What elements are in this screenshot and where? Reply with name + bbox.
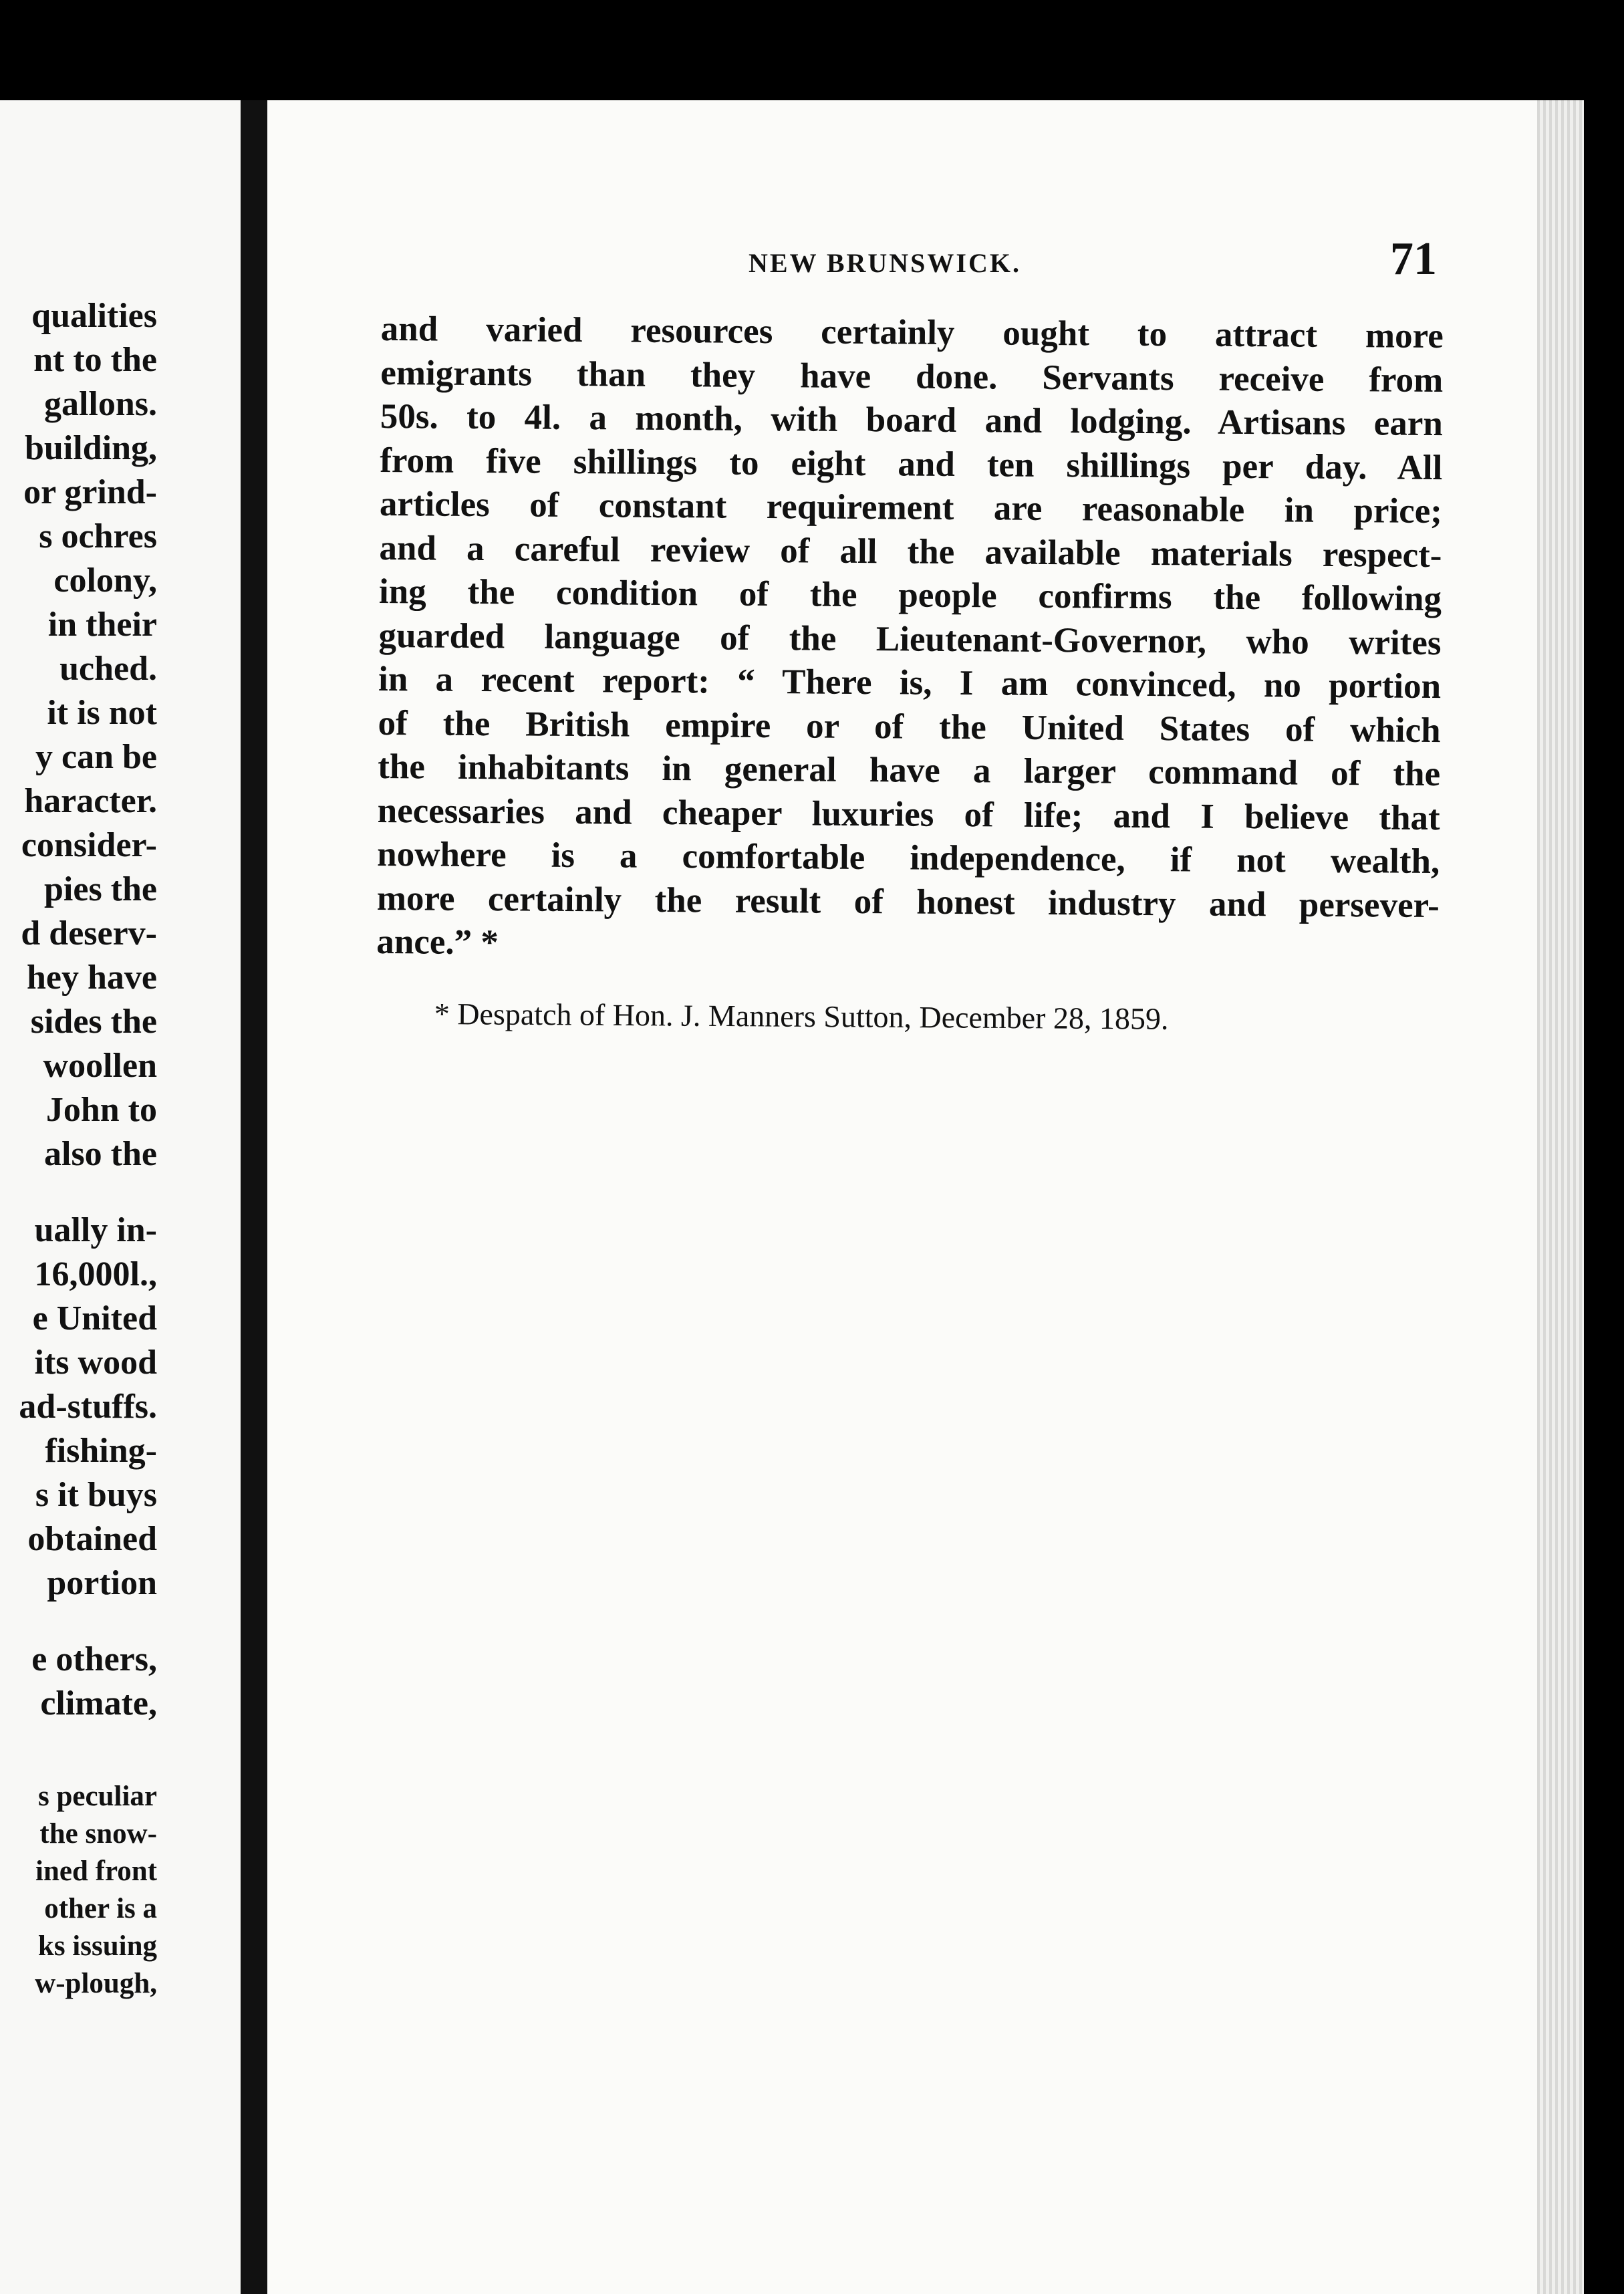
left-page-line: s it buys	[35, 1476, 157, 1514]
left-page-line: climate,	[40, 1684, 157, 1723]
left-page-line: haracter.	[24, 782, 157, 820]
paragraph-line: nowhere is a comfortable independence, if not wealth,	[377, 834, 1440, 882]
paragraph-line: and a careful review of all the available materials respect-	[379, 528, 1442, 575]
left-page-line: e others,	[31, 1640, 157, 1678]
paragraph-line: guarded language of the Lieutenant-Governor, who writes	[378, 616, 1442, 662]
left-page-line: portion	[47, 1564, 157, 1602]
left-page-line: ually in-	[34, 1211, 157, 1249]
left-page-line: e United	[32, 1299, 157, 1337]
left-page-line: s ochres	[39, 517, 157, 555]
book-gutter	[241, 100, 267, 2294]
left-page-line: qualities	[31, 297, 157, 335]
left-page-small-line: ined front	[35, 1856, 157, 1887]
left-page-line: also the	[44, 1135, 157, 1173]
left-page	[0, 100, 241, 2294]
page-number: 71	[1390, 233, 1437, 285]
left-page-line: building,	[24, 429, 157, 467]
paragraph-line: and varied resources certainly ought to attract more	[380, 309, 1444, 356]
left-page-line: y can be	[35, 738, 157, 776]
left-page-small-line: w-plough,	[35, 1968, 157, 1999]
left-page-line: colony,	[53, 561, 157, 600]
left-page-small-line: s peculiar	[38, 1781, 157, 1812]
left-page-line: fishing-	[45, 1432, 157, 1470]
left-page-line: its wood	[34, 1344, 157, 1382]
body-paragraph	[376, 307, 1444, 972]
left-page-line: consider-	[21, 826, 157, 864]
left-page-line: hey have	[27, 959, 157, 997]
left-page-line: or grind-	[23, 473, 157, 511]
left-page-line: gallons.	[43, 385, 157, 423]
left-page-line: in their	[47, 606, 157, 644]
left-page-small-line: ks issuing	[37, 1930, 157, 1962]
left-page-line: woollen	[43, 1047, 157, 1085]
left-page-small-line: the snow-	[39, 1818, 157, 1850]
left-page-line: obtained	[27, 1520, 157, 1558]
left-page-line: John to	[45, 1091, 157, 1129]
paragraph-line: ing the condition of the people confirms the following	[378, 571, 1442, 619]
left-page-line: d deserv-	[21, 914, 157, 952]
running-head: NEW BRUNSWICK.	[749, 248, 1021, 278]
paragraph-line: emigrants than they have done. Servants receive from	[380, 353, 1444, 400]
paragraph-line: necessaries and cheaper luxuries of life; and I believe that	[377, 791, 1440, 838]
left-page-line: uched.	[59, 650, 157, 688]
paragraph-line: more certainly the result of honest industry and persever-	[376, 878, 1440, 925]
paragraph-line: 50s. to 4l. a month, with board and lodging. Artisans earn	[380, 396, 1444, 444]
left-page-small-line: other is a	[44, 1893, 157, 1924]
paragraph-line: of the British empire or of the United States of which	[378, 703, 1441, 750]
right-page	[267, 100, 1584, 2294]
left-page-line: nt to the	[33, 341, 157, 379]
paragraph-line: in a recent report: “ There is, I am convinced, no portion	[378, 659, 1442, 707]
paragraph-line: ance.” *	[376, 922, 499, 963]
paragraph-line: from five shillings to eight and ten shillings per day. All	[380, 440, 1443, 487]
left-page-line: sides the	[30, 1003, 157, 1041]
left-page-line: 16,000l.,	[34, 1255, 157, 1293]
page-edge	[1537, 100, 1584, 2294]
paragraph-line: the inhabitants in general have a larger command of the	[378, 747, 1441, 794]
left-page-line: ad-stuffs.	[19, 1388, 157, 1426]
left-page-line: it is not	[47, 694, 157, 732]
footnote: * Despatch of Hon. J. Manners Sutton, December 28, 1859.	[434, 997, 1169, 1036]
left-page-line: pies the	[44, 870, 157, 908]
paragraph-line: articles of constant requirement are reasonable in price;	[379, 484, 1443, 531]
